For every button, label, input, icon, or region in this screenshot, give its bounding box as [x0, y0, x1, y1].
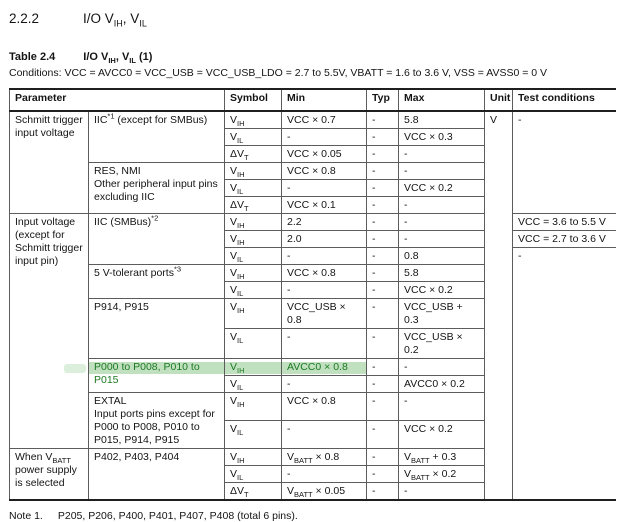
table-cell: -	[282, 180, 367, 197]
table-cell: -	[399, 231, 485, 248]
param-group-cell: Input voltage (except for Schmitt trigger input pin)	[10, 214, 89, 449]
table-cell: -	[367, 483, 399, 501]
section-title: I/O $V_{IH}$, $V_{IL}$	[83, 11, 147, 29]
table-cell: VCC × 0.8	[282, 393, 367, 421]
table-cell: -	[367, 449, 399, 466]
footnote-label: Note 1.	[9, 510, 43, 522]
column-header: Typ	[367, 89, 399, 111]
table-cell: $\Delta V_T$	[225, 483, 282, 501]
table-caption	[9, 51, 641, 66]
table-cell: VCC_USB + 0.3	[399, 299, 485, 329]
table-cell: $V_{BATT} \times 0.2$	[399, 466, 485, 483]
table-title: I/O $V_{IH}$, $V_{IL}$ (1)	[83, 51, 153, 66]
table-cell: $V_{BATT} \times 0.05$	[282, 483, 367, 501]
table-cell: $V_{IL}$	[225, 329, 282, 359]
param-sub-cell: IIC$^{*1}$ (except for SMBus)	[89, 111, 225, 163]
section-number: 2.2.2	[9, 11, 40, 26]
table-cell: -	[367, 282, 399, 299]
table-cell: -	[282, 421, 367, 449]
param-group-cell: When $V_{BATT}$ power supply is selected	[10, 449, 89, 501]
table-cell: $V_{IH}$	[225, 214, 282, 231]
table-cell: $V_{IL}$	[225, 248, 282, 265]
table-label: Table 2.4	[9, 51, 56, 63]
param-group-cell: Schmitt trigger input voltage	[10, 111, 89, 214]
table-cell: $V_{IH}$	[225, 299, 282, 329]
table-cell: -	[367, 163, 399, 180]
table-cell: $\Delta V_T$	[225, 146, 282, 163]
table-cell: -	[282, 376, 367, 393]
table-cell: 5.8	[399, 111, 485, 129]
table-cell: 2.2	[282, 214, 367, 231]
table-cell: $V_{IL}$	[225, 180, 282, 197]
table-cell: -	[367, 376, 399, 393]
table-cell: -	[367, 248, 399, 265]
table-cell: $V_{IH}$	[225, 393, 282, 421]
table-conditions: Conditions: VCC = AVCC0 = VCC_USB = VCC_USB_LDO = 2.7 to 5.5V, VBATT = 1.6 to 3.6 V, VSS = AVSS0 = 0 V	[9, 67, 548, 79]
header-row	[10, 89, 616, 111]
highlighted-param-cell: P000 to P008, P010 to P015	[89, 359, 225, 393]
table-cell: -	[367, 197, 399, 214]
table-cell: $\Delta V_T$	[225, 197, 282, 214]
table-cell: -	[282, 282, 367, 299]
table-cell: -	[367, 214, 399, 231]
table-cell: VCC × 0.2	[399, 282, 485, 299]
table-cell: VCC × 0.7	[282, 111, 367, 129]
table-cell: -	[367, 129, 399, 146]
test-condition-cell: VCC = 2.7 to 3.6 V	[513, 231, 616, 248]
footnote-text: P205, P206, P400, P401, P407, P408 (total 6 pins).	[57, 510, 298, 522]
column-header: Min	[282, 89, 367, 111]
table-cell: $V_{IL}$	[225, 282, 282, 299]
table-cell: $V_{IH}$	[225, 111, 282, 129]
table-cell: $V_{IL}$	[225, 466, 282, 483]
column-header: Symbol	[225, 89, 282, 111]
table-cell: AVCC0 × 0.2	[399, 376, 485, 393]
section-heading	[9, 11, 641, 29]
table-cell: -	[367, 299, 399, 329]
table-cell: -	[367, 421, 399, 449]
io-vih-vil-table	[9, 88, 616, 501]
table-cell: -	[399, 214, 485, 231]
table-cell: -	[367, 231, 399, 248]
table-cell: -	[282, 329, 367, 359]
table-cell: -	[367, 111, 399, 129]
table-cell: $V_{IL}$	[225, 421, 282, 449]
table-cell: -	[282, 129, 367, 146]
table-cell: -	[367, 329, 399, 359]
column-header: Parameter	[10, 89, 225, 111]
table-cell: -	[399, 197, 485, 214]
table-cell: VCC × 0.3	[399, 129, 485, 146]
table-cell: -	[282, 466, 367, 483]
table-cell: VCC × 0.8	[282, 163, 367, 180]
table-cell: VCC × 0.1	[282, 197, 367, 214]
footnote	[9, 510, 641, 522]
table-cell: -	[399, 163, 485, 180]
table-cell: $V_{IL}$	[225, 129, 282, 146]
table-cell: -	[367, 146, 399, 163]
table-cell: $V_{IH}$	[225, 265, 282, 282]
param-sub-cell: IIC (SMBus)$^{*2}$	[89, 214, 225, 265]
table-cell: -	[282, 248, 367, 265]
table-cell: -	[399, 146, 485, 163]
table-cell: 2.0	[282, 231, 367, 248]
table-cell: VCC_USB × 0.2	[399, 329, 485, 359]
column-header: Test conditions	[513, 89, 616, 111]
table-cell: $V_{IH}$	[225, 231, 282, 248]
table-cell: 0.8	[399, 248, 485, 265]
table-cell: -	[399, 359, 485, 376]
table-cell: -	[367, 466, 399, 483]
table-cell: VCC × 0.8	[282, 265, 367, 282]
table-cell: -	[367, 359, 399, 376]
table-cell: -	[399, 393, 485, 421]
table-cell: -	[399, 483, 485, 501]
table-row	[10, 214, 616, 231]
table-cell: 5.8	[399, 265, 485, 282]
table-cell: -	[367, 393, 399, 421]
table-cell: $V_{BATT} \times 0.8$	[282, 449, 367, 466]
table-cell: VCC_USB × 0.8	[282, 299, 367, 329]
column-header: Unit	[485, 89, 513, 111]
table-cell: $V_{BATT} + 0.3$	[399, 449, 485, 466]
highlighted-cell: $V_{IH}$	[225, 359, 282, 376]
highlighted-cell: AVCC0 × 0.8	[282, 359, 367, 376]
table-cell: $V_{IH}$	[225, 449, 282, 466]
table-row	[10, 111, 616, 129]
table-cell: VCC × 0.05	[282, 146, 367, 163]
param-sub-cell: 5 V-tolerant ports$^{*3}$	[89, 265, 225, 299]
table-cell: $V_{IH}$	[225, 163, 282, 180]
table-cell: VCC × 0.2	[399, 421, 485, 449]
table-cell: -	[367, 265, 399, 282]
param-sub-cell: RES, NMI Other peripheral input pins excluding IIC	[89, 163, 225, 214]
test-condition-cell: VCC = 3.6 to 5.5 V	[513, 214, 616, 231]
table-body	[10, 111, 616, 500]
unit-cell: V	[485, 111, 513, 500]
param-sub-cell: EXTAL Input ports pins except for P000 to P008, P010 to P015, P914, P915	[89, 393, 225, 449]
test-condition-cell: -	[513, 248, 616, 501]
column-header: Max	[399, 89, 485, 111]
param-sub-cell: P914, P915	[89, 299, 225, 359]
table-header	[10, 89, 616, 111]
param-sub-cell: P402, P403, P404	[89, 449, 225, 501]
test-condition-cell: -	[513, 111, 616, 214]
table-cell: -	[367, 180, 399, 197]
table-cell: VCC × 0.2	[399, 180, 485, 197]
table-cell: $V_{IL}$	[225, 376, 282, 393]
